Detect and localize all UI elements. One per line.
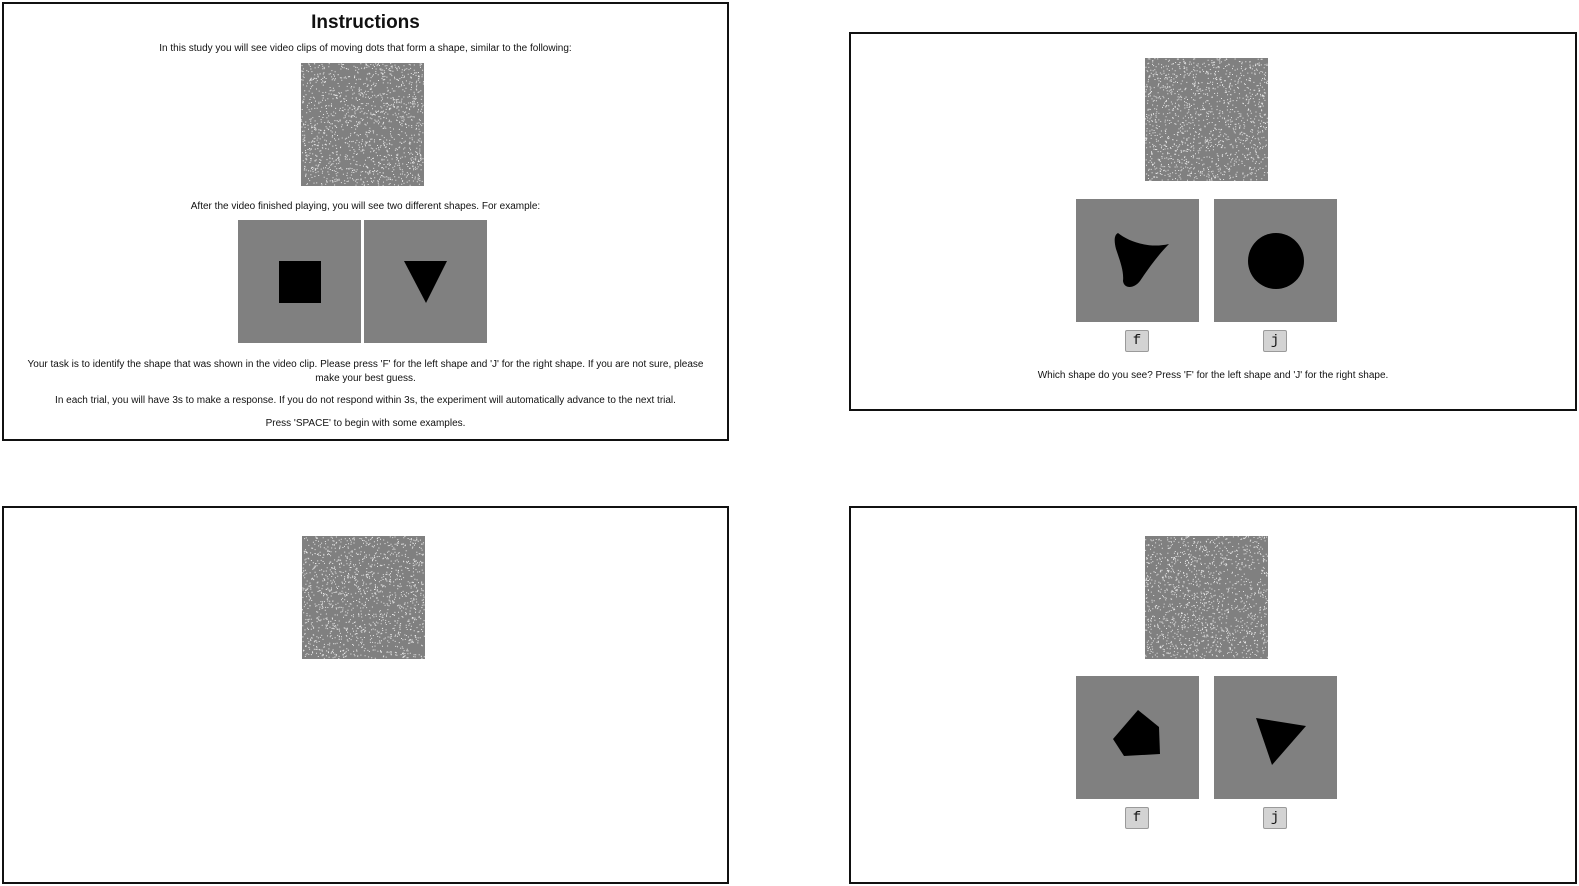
example-right-shape bbox=[364, 220, 487, 343]
dot-video bbox=[1145, 58, 1268, 181]
dot-video bbox=[301, 63, 424, 186]
triangle-shape bbox=[404, 261, 447, 303]
instructions-panel bbox=[2, 2, 729, 441]
j-key-button[interactable]: j bbox=[1263, 330, 1287, 352]
choice-left-shape bbox=[1076, 199, 1199, 322]
trial-panel-2 bbox=[849, 506, 1577, 884]
dot-video bbox=[302, 536, 425, 659]
pentagon-shape bbox=[1113, 710, 1160, 756]
choice-left-shape bbox=[1076, 676, 1199, 799]
stimulus-panel bbox=[2, 506, 729, 884]
timing-text: In each trial, you will have 3s to make a response. If you do not respond within 3s, the experiment will automatically advance to the next trial. bbox=[55, 395, 676, 406]
blob-shape bbox=[1115, 233, 1169, 287]
f-key-button[interactable]: f bbox=[1125, 330, 1149, 352]
choice-right-shape bbox=[1214, 676, 1337, 799]
square-shape bbox=[279, 261, 321, 303]
prompt-text: Which shape do you see? Press 'F' for the left shape and 'J' for the right shape. bbox=[1037, 370, 1389, 381]
instructions-title: Instructions bbox=[311, 12, 420, 33]
triangle-shape bbox=[1256, 718, 1306, 765]
intro-text: In this study you will see video clips of moving dots that form a shape, similar to the following: bbox=[159, 43, 572, 54]
start-text: Press 'SPACE' to begin with some examples. bbox=[265, 418, 466, 429]
choice-right-shape bbox=[1214, 199, 1337, 322]
example-left-shape bbox=[238, 220, 361, 343]
j-key-button[interactable]: j bbox=[1263, 807, 1287, 829]
f-key-button[interactable]: f bbox=[1125, 807, 1149, 829]
trial-panel-1 bbox=[849, 32, 1577, 411]
after-video-text: After the video finished playing, you will see two different shapes. For example: bbox=[190, 201, 541, 212]
circle-shape bbox=[1248, 233, 1304, 289]
task-text: Your task is to identify the shape that was shown in the video clip. Please press 'F' for the left shape and 'J' for the right shape. If you are not sure, please make your best guess. bbox=[27, 359, 704, 384]
dot-video bbox=[1145, 536, 1268, 659]
